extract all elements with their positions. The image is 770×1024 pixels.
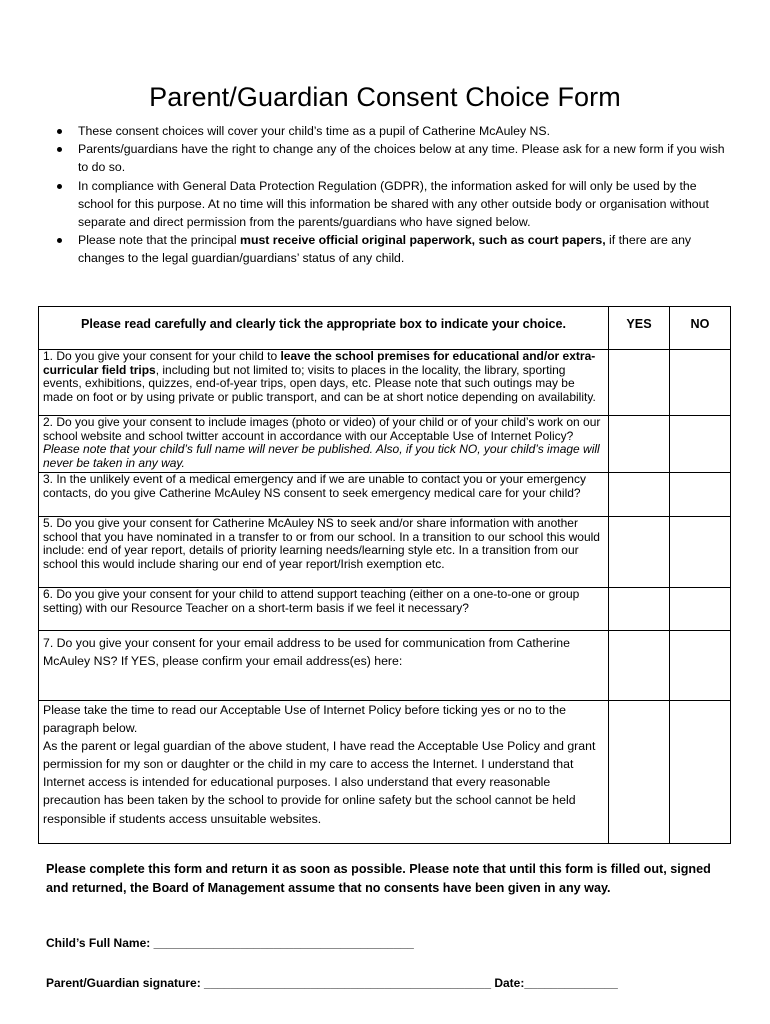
- yes-checkbox[interactable]: [609, 701, 670, 844]
- no-checkbox[interactable]: [670, 473, 731, 517]
- bullet-icon: [57, 147, 62, 152]
- question-row-field-trips: [39, 350, 731, 416]
- no-header: NO: [670, 307, 731, 350]
- no-checkbox[interactable]: [670, 517, 731, 588]
- no-checkbox[interactable]: [670, 701, 731, 844]
- bullet-text: These consent choices will cover your child’s time as a pupil of Catherine McAuley NS.: [78, 124, 551, 138]
- question-row-email: [39, 631, 731, 701]
- info-bullet-list: [78, 122, 728, 268]
- bullet-item: [78, 140, 728, 176]
- yes-header: YES: [609, 307, 670, 350]
- no-checkbox[interactable]: [670, 416, 731, 473]
- question-row-support-teaching: [39, 588, 731, 631]
- bullet-item: [78, 122, 728, 140]
- question-text-pre: 1. Do you give your consent for your child to: [43, 349, 281, 363]
- question-text: 3. In the unlikely event of a medical emergency and if we are unable to contact you or your emergency contacts, do you give Catherine McAuley NS consent to seek emergency medical care for your child?: [39, 473, 609, 517]
- question-text-post: , including but not limited to; visits to places in the locality, the library, sporting events, exhibitions, quizzes, end-of-year trips, open days, etc. Please note that such outings may be made on foot or by using private or public transport, and can be at short notice depending on availability.: [43, 362, 596, 404]
- no-checkbox[interactable]: [670, 631, 731, 701]
- question-text: [39, 416, 609, 473]
- signature-date-field[interactable]: Parent/Guardian signature: ___________________________________________ Date:______________: [46, 976, 618, 990]
- yes-checkbox[interactable]: [609, 416, 670, 473]
- bullet-text: In compliance with General Data Protection Regulation (GDPR), the information asked for will only be used by the school for this purpose. At no time will this information be shared with any other outside body or organisation without separate and direct permission from the parents/guardians who have signed below.: [78, 178, 709, 230]
- question-text: 6. Do you give your consent for your child to attend support teaching (either on a one-to-one or group setting) with our Resource Teacher on a short-term basis if we feel it necessary?: [39, 588, 609, 631]
- yes-checkbox[interactable]: [609, 473, 670, 517]
- bullet-icon: [57, 129, 62, 134]
- return-instructions: Please complete this form and return it as soon as possible. Please note that until this form is filled out, signed and returned, the Board of Management assume that no consents have been given in any way.: [46, 862, 711, 895]
- table-header-row: [39, 307, 731, 350]
- no-checkbox[interactable]: [670, 350, 731, 416]
- question-text-pre: 2. Do you give your consent to include images (photo or video) of your child or of your child’s work on our school website and school twitter account in accordance with our Acceptable Use of Internet Policy?: [43, 415, 601, 443]
- bullet-text-bold: must receive official original paperwork, such as court papers,: [240, 233, 606, 248]
- bullet-item: [78, 177, 728, 232]
- question-row-school-transfer: [39, 517, 731, 588]
- question-row-medical: [39, 473, 731, 517]
- bullet-text-post: if there are any changes to the legal guardian/guardians’ status of any child.: [78, 233, 692, 266]
- question-text-italic: Please note that your child’s full name will never be published. Also, if you tick NO, your child’s image will never be taken in any way.: [43, 442, 600, 470]
- consent-table: [38, 306, 731, 844]
- yes-checkbox[interactable]: [609, 588, 670, 631]
- question-row-images: [39, 416, 731, 473]
- question-row-internet-policy: [39, 701, 731, 844]
- child-name-field[interactable]: Child’s Full Name: _______________________________________: [46, 936, 414, 950]
- bullet-item: [78, 231, 728, 267]
- question-text[interactable]: 7. Do you give your consent for your email address to be used for communication from Catherine McAuley NS? If YES, please confirm your email address(es) here:: [39, 631, 609, 701]
- bullet-text: Parents/guardians have the right to change any of the choices below at any time. Please ask for a new form if you wish to do so.: [78, 142, 725, 175]
- instruction-header: Please read carefully and clearly tick the appropriate box to indicate your choice.: [39, 307, 609, 350]
- yes-checkbox[interactable]: [609, 350, 670, 416]
- question-text: 5. Do you give your consent for Catherine McAuley NS to seek and/or share information with another school that you have nominated in a transfer to or from our school. In a transition to our school this would include: end of year report, details of priority learning needs/learning style etc. In a transition from our school this would include sharing our end of year report/Irish exemption etc.: [39, 517, 609, 588]
- yes-checkbox[interactable]: [609, 517, 670, 588]
- form-title: Parent/Guardian Consent Choice Form: [149, 82, 621, 113]
- question-text: [39, 350, 609, 416]
- bullet-icon: [57, 184, 62, 189]
- bullet-icon: [57, 238, 62, 243]
- bullet-text-pre: Please note that the principal: [78, 233, 241, 248]
- yes-checkbox[interactable]: [609, 631, 670, 701]
- question-text-bold: leave the school premises for educational and/or extra-curricular field trips: [43, 349, 596, 377]
- question-text: Please take the time to read our Acceptable Use of Internet Policy before ticking yes or no to the paragraph below. As the parent or legal guardian of the above student, I have read the Acceptable Use Policy and grant permission for my son or daughter or the child in my care to access the Internet. I understand that Internet access is intended for educational purposes. I also understand that every reasonable precaution has been taken by the school to provide for online safety but the school cannot be held responsible if students access unsuitable websites.: [39, 701, 609, 844]
- no-checkbox[interactable]: [670, 588, 731, 631]
